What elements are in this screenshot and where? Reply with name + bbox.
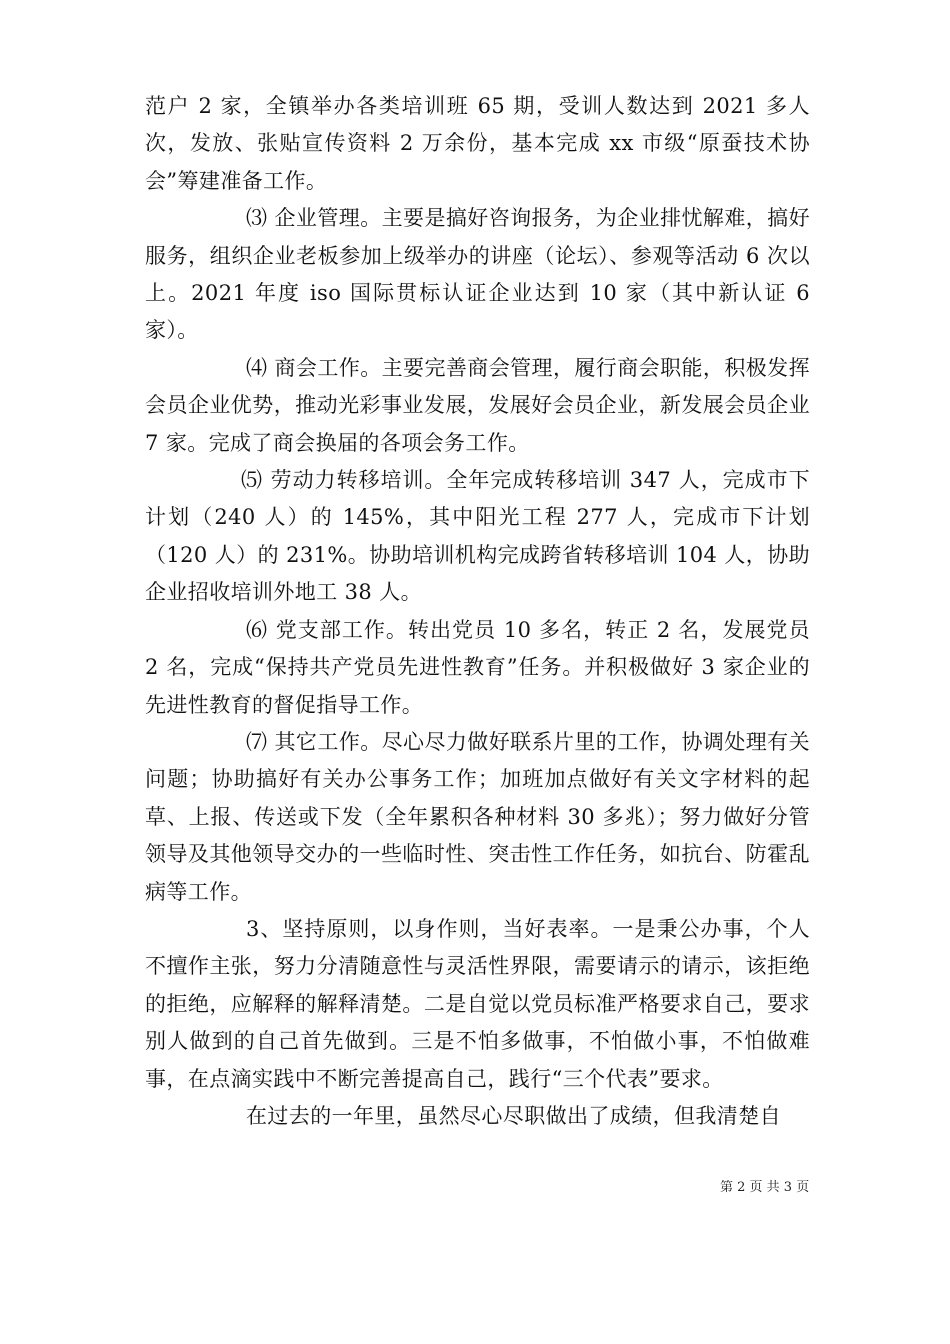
paragraph-labor-transfer-training: ⑸ 劳动力转移培训。全年完成转移培训 347 人，完成市下计划（240 人）的 145%，其中阳光工程 277 人，完成市下计划（120 人）的 231%。协助培训机构完成跨省转移培训 104 人，协助企业招收培训外地工 38 人。	[145, 468, 810, 605]
page-number-footer: 第 2 页 共 3 页	[720, 1180, 810, 1195]
paragraph-principles: 3、坚持原则，以身作则，当好表率。一是秉公办事，个人不擅作主张，努力分清随意性与灵活性界限，需要请示的请示，该拒绝的拒绝，应解释的解释清楚。二是自觉以党员标准严格要求自己，要求别人做到的自己首先做到。三是不怕多做事，不怕做小事，不怕做难事，在点滴实践中不断完善提高自己，践行“三个代表”要求。	[145, 916, 810, 1091]
paragraph-enterprise-management: ⑶ 企业管理。主要是搞好咨询报务，为企业排忧解难，搞好服务，组织企业老板参加上级举办的讲座（论坛）、参观等活动 6 次以上。2021 年度 iso 国际贯标认证企业达到 10 家（其中新认证 6 家）。	[145, 206, 810, 343]
paragraph-past-year: 在过去的一年里，虽然尽心尽职做出了成绩，但我清楚自	[246, 1103, 781, 1128]
paragraph-party-branch-work: ⑹ 党支部工作。转出党员 10 多名，转正 2 名，发展党员 2 名，完成“保持共产党员先进性教育”任务。并积极做好 3 家企业的先进性教育的督促指导工作。	[145, 617, 810, 717]
paragraph-chamber-of-commerce: ⑷ 商会工作。主要完善商会管理，履行商会职能，积极发挥会员企业优势，推动光彩事业发展，发展好会员企业，新发展会员企业 7 家。完成了商会换届的各项会务工作。	[145, 355, 810, 455]
paragraph-other-work: ⑺ 其它工作。尽心尽力做好联系片里的工作，协调处理有关问题；协助搞好有关办公事务工作；加班加点做好有关文字材料的起草、上报、传送或下发（全年累积各种材料 30 多兆）；努力做好分管领导及其他领导交办的一些临时性、突击性工作任务，如抗台、防霍乱病等工作。	[145, 729, 810, 904]
document-body	[145, 88, 810, 1135]
paragraph-training-continued: 范户 2 家，全镇举办各类培训班 65 期，受训人数达到 2021 多人次，发放、张贴宣传资料 2 万余份，基本完成 xx 市级“原蚕技术协会”筹建准备工作。	[145, 94, 810, 193]
